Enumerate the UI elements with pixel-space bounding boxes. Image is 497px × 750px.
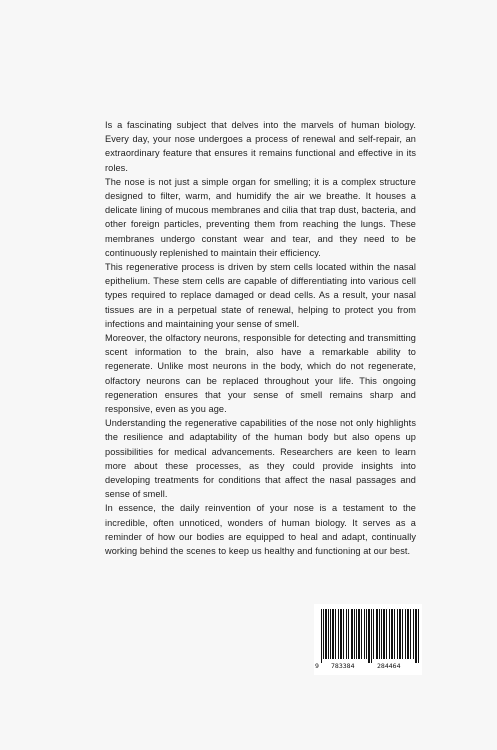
barcode-bar bbox=[415, 609, 417, 663]
paragraph-4: Moreover, the olfactory neurons, responsible for detecting and transmitting scent information to the brain, also have a remarkable ability to regenerate. Unlike most neurons in the body, which do not regenerate, olfactory neurons can be replaced throughout your life. This ongoing regeneration ensures that your sense of smell remains sharp and responsive, even as you age. bbox=[105, 333, 416, 415]
paragraph-5: Understanding the regenerative capabilities of the nose not only highlights the resilience and adaptability of the human body but also opens up possibilities for medical advancements. Researchers are keen to learn more about these processes, as they could provide insights into developing treatments for conditions that affect the nasal passages and sense of smell. bbox=[105, 418, 416, 500]
barcode-bar bbox=[340, 609, 342, 659]
barcode-bar bbox=[376, 609, 378, 659]
barcode-right-digits: 284464 bbox=[377, 662, 401, 670]
paragraph-6: In essence, the daily reinvention of your nose is a testament to the incredible, often unnoticed, wonders of human biology. It serves as a reminder of how our bodies are equipped to heal and adapt, continually working behind the scenes to keep us healthy and functioning at our best. bbox=[105, 503, 416, 557]
barcode-bar bbox=[418, 609, 419, 663]
barcode-left-digits: 783384 bbox=[331, 662, 355, 670]
barcode-bar bbox=[351, 609, 353, 659]
barcode-bar bbox=[383, 609, 385, 659]
paragraph-1: Is a fascinating subject that delves into the marvels of human biology. Every day, your nose undergoes a process of renewal and self-repair, an extraordinary feature that ensures it remains functional and effective in its roles. bbox=[105, 120, 416, 173]
barcode-bar bbox=[366, 609, 367, 659]
barcode-bar bbox=[410, 609, 411, 659]
barcode-bar bbox=[358, 609, 360, 659]
barcode-bar bbox=[332, 609, 334, 659]
barcode-bar bbox=[330, 609, 331, 659]
barcode-bar bbox=[354, 609, 355, 659]
barcode-bar bbox=[379, 609, 380, 659]
barcode-bar bbox=[364, 609, 365, 659]
paragraph-2: The nose is not just a simple organ for smelling; it is a complex structure designed to filter, warm, and humidify the air we breathe. It houses a delicate lining of mucous membranes and cilia that trap dust, bacteria, and other foreign particles, preventing them from reaching the lungs. These membranes undergo constant wear and tear, and they need to be continuously replenished to maintain their efficiency. bbox=[105, 176, 416, 258]
barcode-digits bbox=[314, 661, 422, 671]
barcode-bar bbox=[391, 609, 393, 659]
barcode-bar bbox=[399, 609, 401, 659]
barcode-bar bbox=[356, 609, 357, 659]
paragraph-3: This regenerative process is driven by stem cells located within the nasal epithelium. These stem cells are capable of differentiating into various cell types required to replace damaged or dead cells. As a result, your nasal tissues are in a perpetual state of renewal, helping to protect you from infections and maintaining your sense of smell. bbox=[105, 262, 416, 329]
barcode-bar bbox=[407, 609, 409, 659]
barcode-bar bbox=[328, 609, 329, 659]
barcode-bar bbox=[405, 609, 406, 659]
barcode-bar bbox=[338, 609, 339, 659]
barcode-bar bbox=[343, 609, 344, 659]
barcode-bar bbox=[371, 609, 372, 663]
barcode-bar bbox=[323, 609, 324, 659]
barcode-bar bbox=[397, 609, 398, 659]
barcode-bar bbox=[321, 609, 322, 663]
barcode-bar bbox=[373, 609, 374, 659]
barcode-bar bbox=[389, 609, 390, 659]
barcode-bar bbox=[346, 609, 347, 659]
barcode-bar bbox=[325, 609, 327, 659]
isbn-barcode bbox=[314, 604, 422, 675]
back-cover-text bbox=[105, 118, 416, 558]
barcode-bar bbox=[335, 609, 336, 659]
barcode-bar bbox=[413, 609, 414, 659]
barcode-bar bbox=[368, 609, 370, 663]
barcode-bar bbox=[361, 609, 362, 659]
barcode-bar bbox=[348, 609, 349, 659]
barcode-bar bbox=[381, 609, 382, 659]
barcode-bar bbox=[386, 609, 387, 659]
barcode-bar bbox=[402, 609, 403, 659]
barcode-first-digit: 9 bbox=[315, 662, 319, 670]
barcode-bar bbox=[394, 609, 395, 659]
